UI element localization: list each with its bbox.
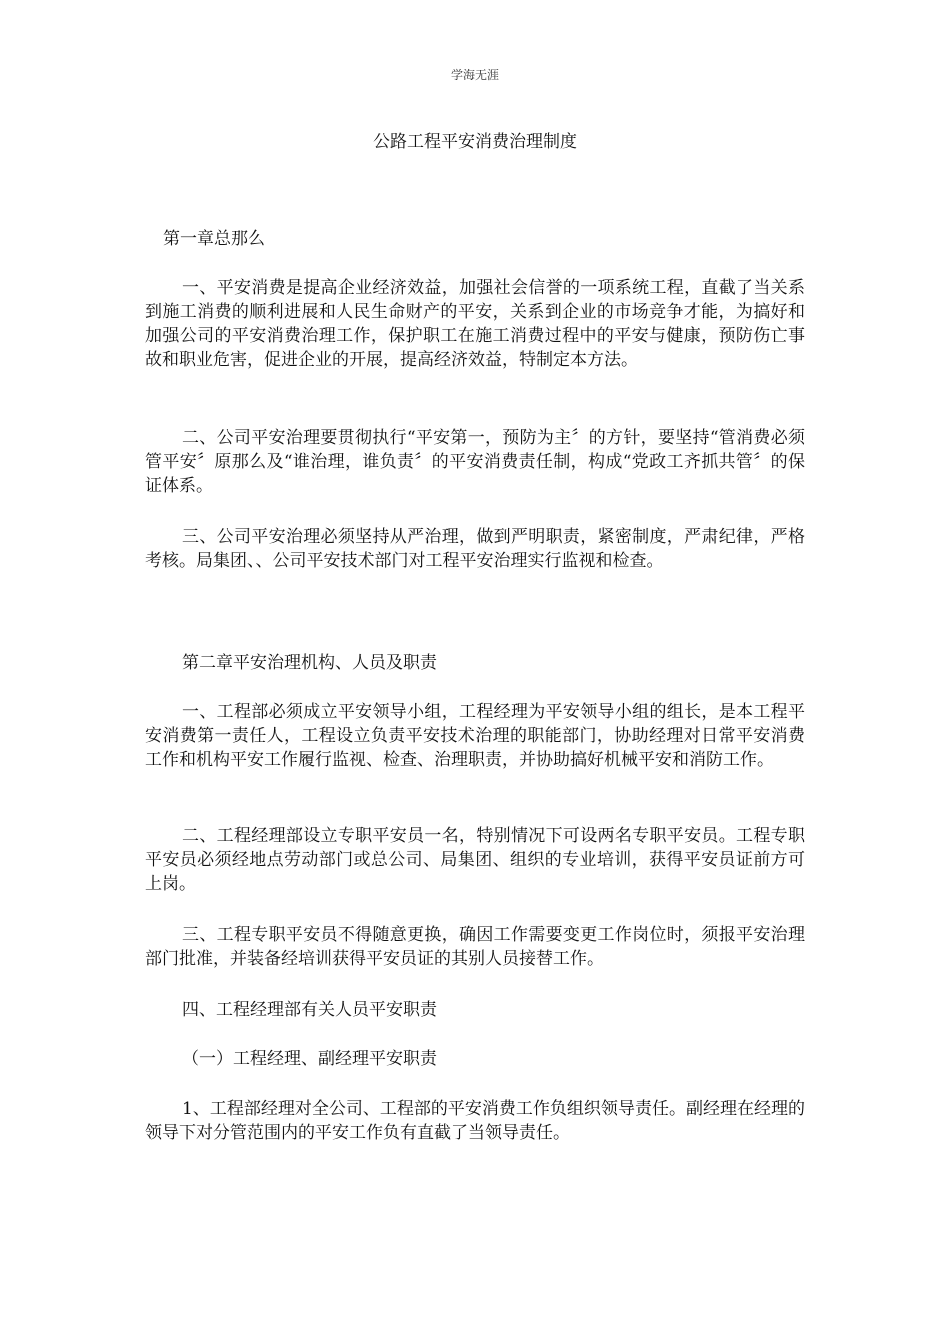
document-title: 公路工程平安消费治理制度	[373, 132, 577, 152]
chapter-1-paragraph-3: 三、公司平安治理必须坚持从严治理，做到严明职责，紧密制度，严肃纪律，严格考核。局集团、、公司平安技术部门对工程平安治理实行监视和检查。	[145, 527, 805, 571]
chapter-1-paragraph-2: 二、公司平安治理要贯彻执行“平安第一，预防为主〞的方针，要坚持“管消费必须管平安〞原那么及“谁治理，谁负责〞的平安消费责任制，构成“党政工齐抓共管〞的保证体系。	[145, 428, 805, 496]
subsection-paragraph-1: 1、工程部经理对全公司、工程部的平安消费工作负组织领导责任。副经理在经理的领导下对分管范围内的平安工作负有直截了当领导责任。	[145, 1099, 805, 1143]
chapter-1-paragraph-1: 一、平安消费是提高企业经济效益，加强社会信誉的一项系统工程，直截了当关系到施工消费的顺利进展和人民生命财产的平安，关系到企业的市场竞争才能，为搞好和加强公司的平安消费治理工作，保护职工在施工消费过程中的平安与健康，预防伤亡事故和职业危害，促进企业的开展，提高经济效益，特制定本方法。	[145, 278, 805, 370]
subsection-heading: （一）工程经理、副经理平安职责	[182, 1049, 437, 1069]
page-header: 学海无涯	[450, 68, 499, 82]
chapter-2-paragraph-3: 三、工程专职平安员不得随意更换，确因工作需要变更工作岗位时，须报平安治理部门批准，并装备经培训获得平安员证的其别人员接替工作。	[145, 925, 805, 969]
chapter-2-paragraph-1: 一、工程部必须成立平安领导小组，工程经理为平安领导小组的组长，是本工程平安消费第一责任人，工程设立负责平安技术治理的职能部门，协助经理对日常平安消费工作和机构平安工作履行监视、检查、治理职责，并协助搞好机械平安和消防工作。	[145, 702, 805, 770]
chapter-1-heading: 第一章总那么	[163, 229, 265, 249]
chapter-2-heading: 第二章平安治理机构、人员及职责	[182, 653, 437, 673]
chapter-2-paragraph-2: 二、工程经理部设立专职平安员一名，特别情况下可设两名专职平安员。工程专职平安员必须经地点劳动部门或总公司、局集团、组织的专业培训，获得平安员证前方可上岗。	[145, 826, 805, 894]
chapter-2-paragraph-4: 四、工程经理部有关人员平安职责	[182, 1000, 437, 1020]
